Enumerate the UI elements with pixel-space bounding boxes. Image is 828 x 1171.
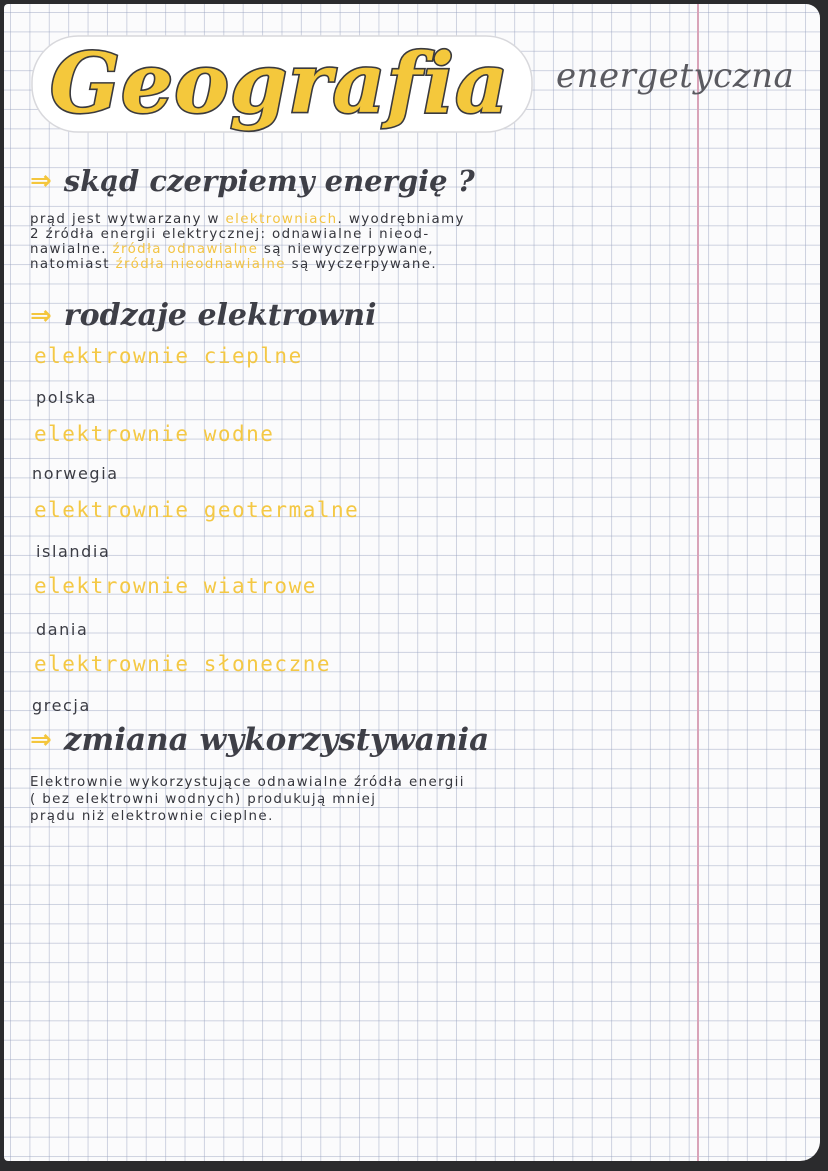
arrow-icon: ⇒: [30, 725, 52, 755]
paragraph-usage-change: [30, 774, 465, 825]
plant-country-label: islandia: [36, 542, 111, 561]
paragraph-line: [30, 257, 465, 272]
plant-type-label: elektrownie cieplne: [34, 344, 303, 368]
margin-line: [697, 4, 699, 1161]
title-sticker: [28, 26, 538, 142]
highlighted-term: źródła nieodnawialne: [115, 257, 286, 272]
paragraph-text: 2 źródła energii elektrycznej: odnawialne i nieod-: [30, 227, 430, 242]
plant-country-label: polska: [36, 388, 98, 407]
paragraph-text: prąd jest wytwarzany w: [30, 212, 226, 227]
arrow-icon: ⇒: [30, 300, 52, 331]
arrow-icon: ⇒: [30, 166, 52, 196]
paragraph-line: [30, 242, 465, 257]
paragraph-text: natomiast: [30, 257, 116, 272]
plant-country-label: dania: [36, 620, 89, 639]
plant-type-label: elektrownie słoneczne: [34, 652, 332, 676]
plant-type-label: elektrownie wodne: [34, 422, 275, 446]
paragraph-text: są niewyczerpywane,: [258, 242, 434, 257]
page-title: Geografia: [50, 36, 510, 132]
paragraph-line: Elektrownie wykorzystujące odnawialne źródła energii: [30, 775, 465, 790]
paragraph-line: [30, 212, 465, 227]
plant-type-label: elektrownie geotermalne: [34, 498, 360, 522]
heading-text: zmiana wykorzystywania: [63, 722, 490, 758]
paragraph-line: [30, 227, 465, 242]
notebook-page: [4, 4, 820, 1161]
heading-skad-czerpiemy: [30, 164, 475, 198]
heading-text: rodzaje elektrowni: [63, 298, 377, 333]
plant-country-label: norwegia: [32, 464, 119, 483]
paragraph-line: prądu niż elektrownie cieplne.: [30, 809, 274, 824]
paragraph-line: ( bez elektrowni wodnych) produkują mniej: [30, 792, 377, 807]
paragraph-energy-sources: [30, 212, 465, 272]
plant-country-label: grecja: [32, 696, 91, 715]
highlighted-term: źródła odnawialne: [112, 242, 259, 257]
highlighted-term: elektrowniach: [225, 212, 338, 227]
page-subtitle: energetyczna: [556, 56, 795, 96]
title-sticker-graphic: [28, 26, 538, 142]
heading-zmiana-wykorzystywania: [30, 722, 489, 758]
heading-rodzaje-elektrowni: [30, 298, 377, 333]
paragraph-text: . wyodrębniamy: [337, 212, 465, 227]
paragraph-text: nawialne.: [30, 242, 113, 257]
plant-type-label: elektrownie wiatrowe: [34, 574, 317, 598]
paragraph-text: są wyczerpywane.: [285, 257, 438, 272]
heading-text: skąd czerpiemy energię ?: [63, 164, 475, 198]
